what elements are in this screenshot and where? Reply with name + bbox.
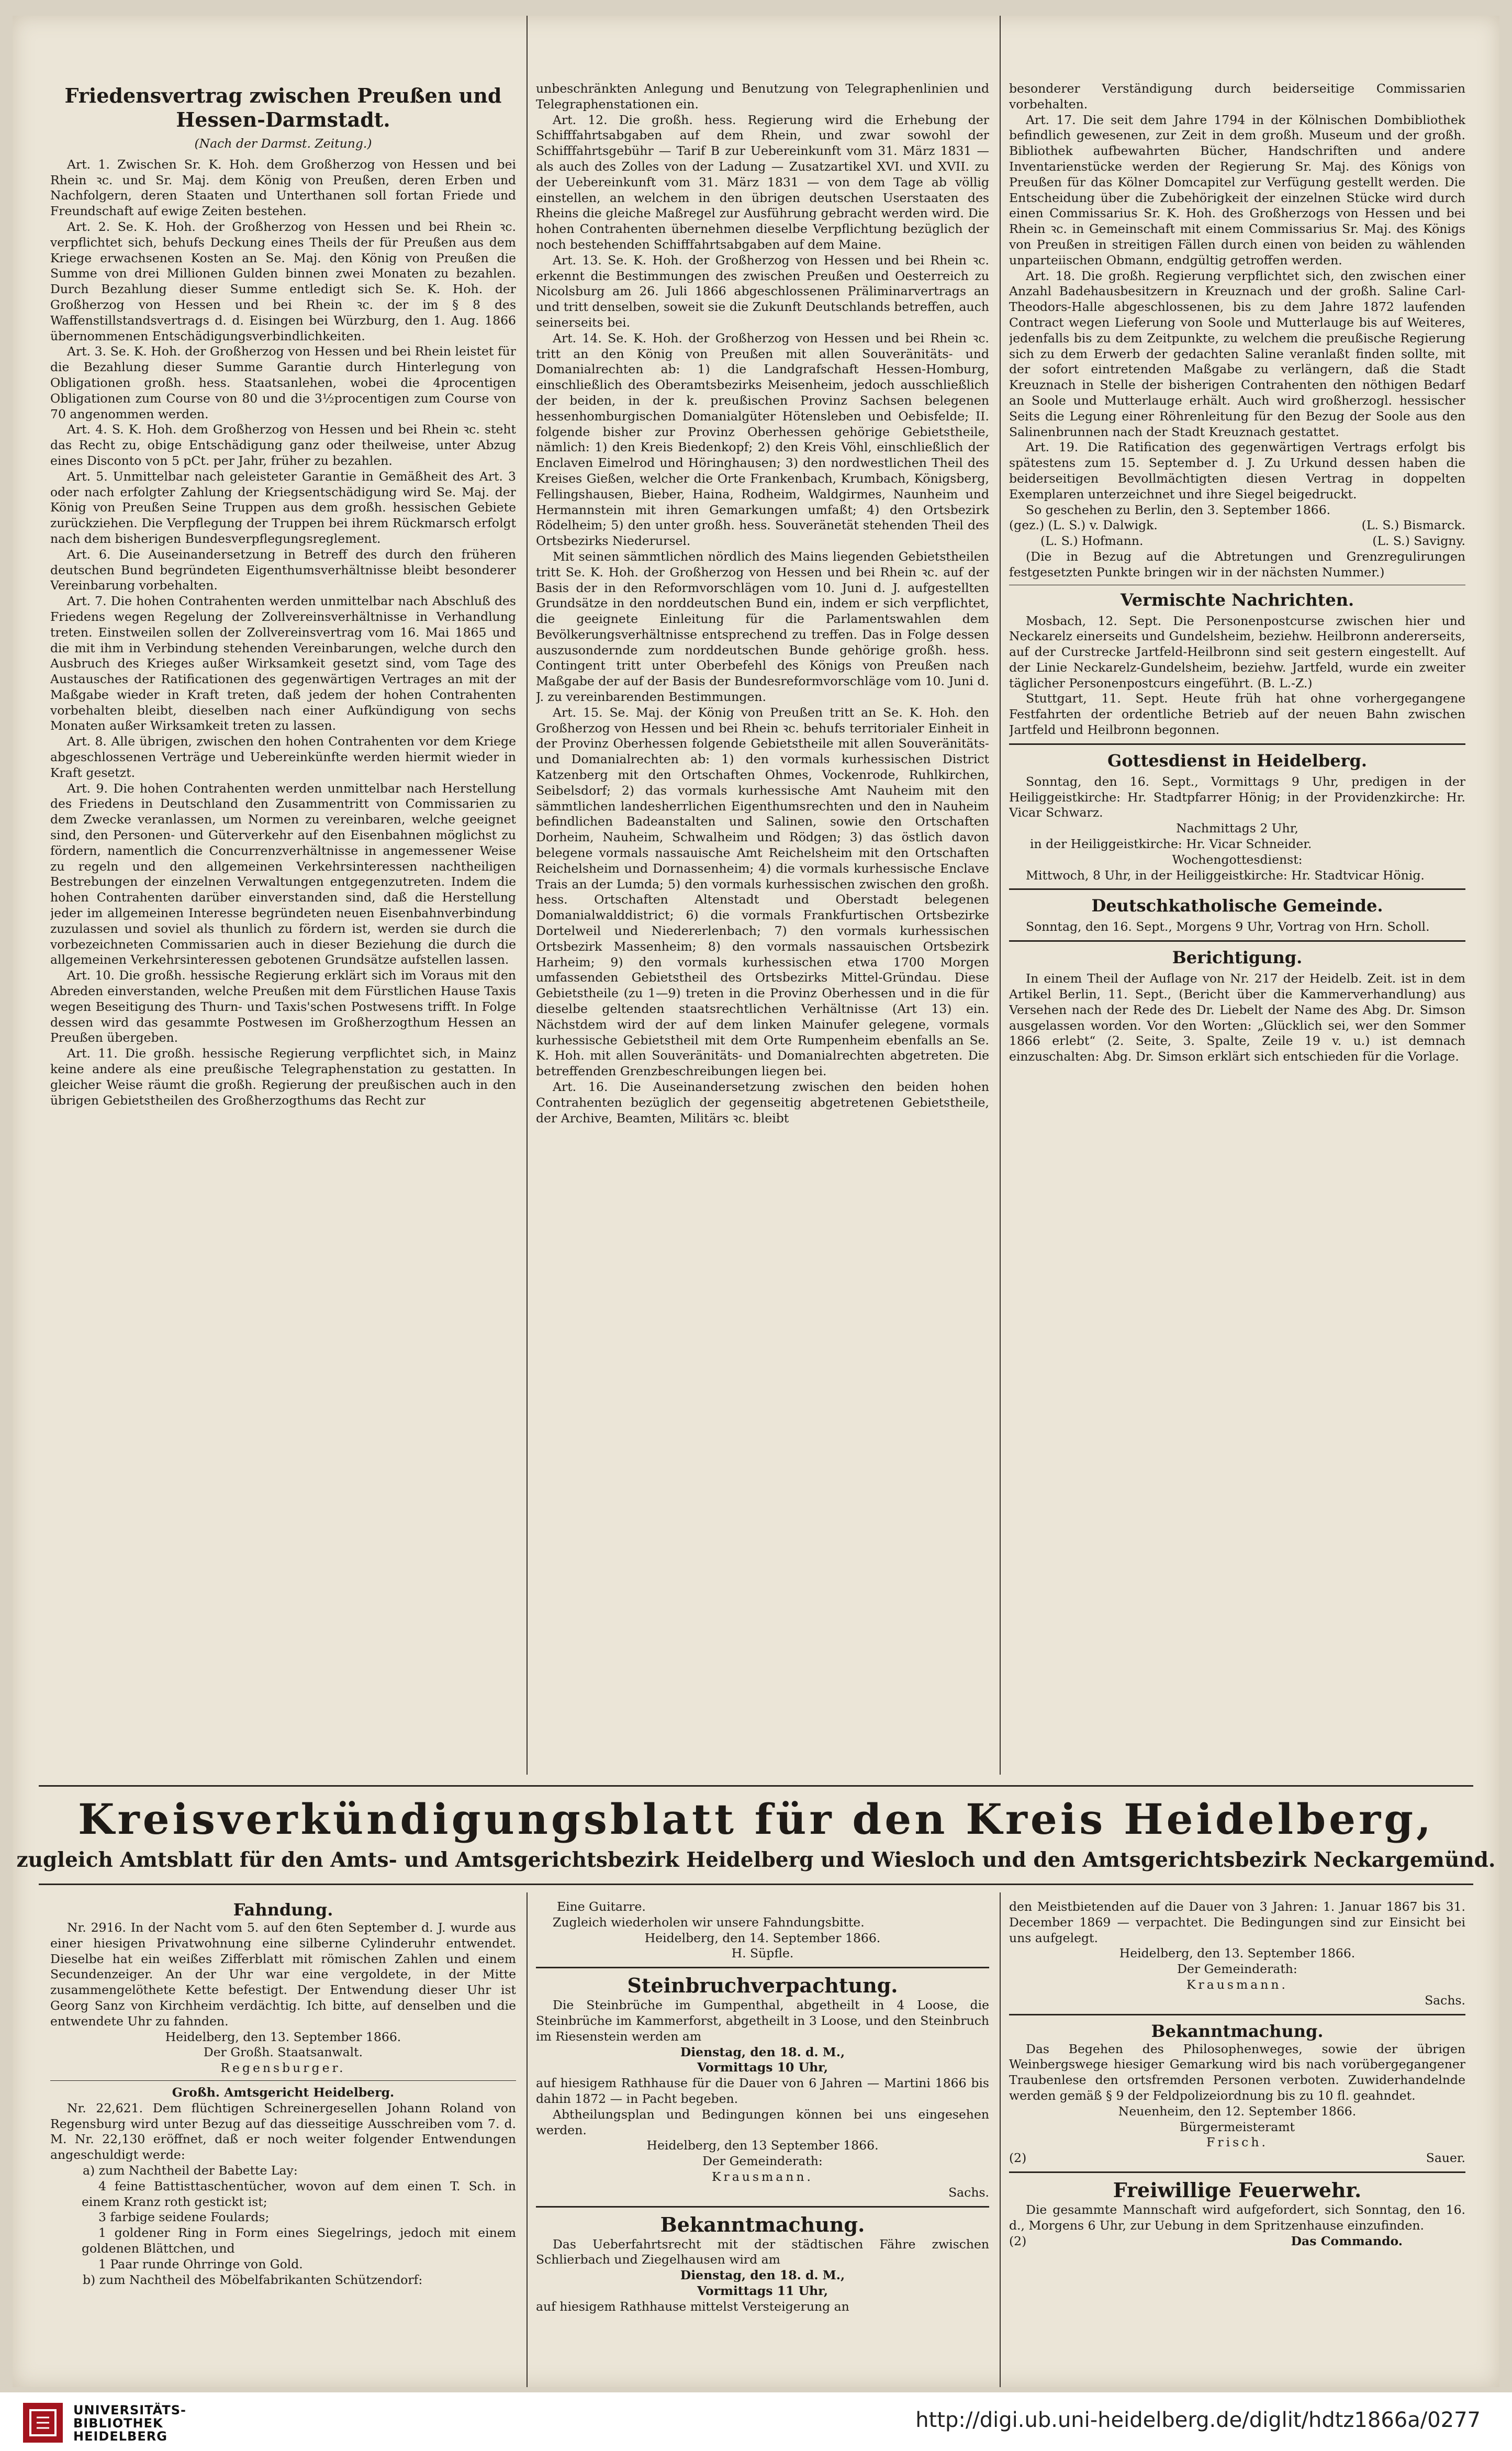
paragraph: So geschehen zu Berlin, den 3. September 1866. — [1026, 502, 1331, 517]
divider — [1009, 2171, 1465, 2173]
section-title: Bekanntmachung. — [660, 2212, 865, 2236]
article-source: (Nach der Darmst. Zeitung.) — [194, 136, 372, 151]
signature: Sauer. — [1426, 2151, 1465, 2166]
column-3 — [1009, 81, 1465, 1775]
line: Wochengottesdienst: — [1172, 852, 1303, 867]
paragraph: Art. 11. Die großh. hessische Regierung verpflichtet sich, in Mainz keine andere als eine preußische Telegraphenstation zu gestatten. In gleicher Weise räumt die großh. Regierung der preußischen auch in den übrigen Gebietstheilen des Großherzogthums das Recht zur — [50, 1046, 516, 1108]
line: Nachmittags 2 Uhr, — [1176, 821, 1298, 836]
signature: Sachs. — [948, 2185, 989, 2200]
paragraph: besonderer Verständigung durch beiderseitige Commissarien vorbehalten. — [1009, 81, 1465, 112]
signature: (L. S.) Hofmann. — [1040, 533, 1144, 549]
paragraph: Das Ueberfahrtsrecht mit der städtischen Fähre zwischen Schlierbach und Ziegelhausen wird am — [536, 2236, 989, 2267]
banner-rule-bottom — [39, 1884, 1473, 1885]
signature: (L. S.) Savigny. — [1372, 533, 1465, 549]
office: Bürgermeisteramt — [1180, 2119, 1295, 2134]
paragraph: Art. 3. Se. K. Hoh. der Großherzog von Hessen und bei Rhein leistet für die Bezahlung dieser Summe Garantie durch Hinterlegung von Obligationen großh. hess. Staatsanlehen, wobei die 4procentigen Obligationen zum Course von 80 und die 3½procentigen zum Course von 70 angenommen werden. — [50, 344, 516, 421]
paragraph: Abtheilungsplan und Bedingungen können bei uns eingesehen werden. — [536, 2107, 989, 2137]
signature: H. Süpfle. — [731, 1946, 794, 1961]
divider — [536, 2206, 989, 2208]
time: Vormittags 10 Uhr, — [697, 2060, 828, 2075]
paragraph: Art. 4. S. K. Hoh. dem Großherzog von Hessen und bei Rhein ꝛc. steht das Recht zu, obige Entschädigung ganz oder theilweise, unter Abzug eines Disconto von 5 pCt. per Jahr, früher zu bezahlen. — [50, 422, 516, 468]
section-title: Vermischte Nachrichten. — [1120, 589, 1354, 610]
banner-subtitle: zugleich Amtsblatt für den Amts- und Amtsgerichtsbezirk Heidelberg und Wiesloch und den Amtsgerichtsbezirk Neckargemünd. — [16, 1848, 1496, 1872]
paragraph: Art. 1. Zwischen Sr. K. Hoh. dem Großherzog von Hessen und bei Rhein ꝛc. und Sr. Maj. dem König von Preußen, deren Erben und Nachfolgern, deren Staaten und Unterthanen soll fortan Friede und Freundschaft auf ewige Zeiten bestehen. — [50, 157, 516, 219]
line: in der Heiliggeistkirche: Hr. Vicar Schneider. — [1030, 837, 1312, 852]
ad-number: (2) — [1009, 2233, 1027, 2248]
section-title: Gottesdienst in Heidelberg. — [1107, 750, 1367, 771]
section-title: Großh. Amtsgericht Heidelberg. — [172, 2085, 395, 2100]
divider — [536, 1967, 989, 1968]
list-item: b) zum Nachtheil des Möbelfabrikanten Schützendorf: — [83, 2272, 423, 2287]
paragraph: Nr. 22,621. Dem flüchtigen Schreinergesellen Johann Roland von Regensburg wird unter Bezug auf das diesseitige Ausschreiben vom 7. d. M. Nr. 22,130 eröffnet, daß er noch weiter folgender Entwendungen angeschuldigt werde: — [50, 2100, 516, 2163]
place-date: Heidelberg, den 13. September 1866. — [1119, 1946, 1356, 1961]
paragraph: Mosbach, 12. Sept. Die Personenpostcurse zwischen hier und Neckarelz einerseits und Gundelsheim, beziehw. Heilbronn andererseits, auf der Curstrecke Jartfeld-Heilbronn sind seit gestern eingestellt. Auf der Linie Neckarelz-Gundelsheim, beziehw. Jartfeld, wurde ein zweiter täglicher Personenpostcurs eingeführt. (B. L.-Z.) — [1009, 613, 1465, 690]
library-name-line: UNIVERSITÄTS- — [73, 2403, 187, 2417]
divider — [50, 2080, 516, 2081]
newspaper-page — [13, 16, 1499, 2387]
place-date: Heidelberg, den 14. September 1866. — [644, 1930, 881, 1945]
banner-rule-top — [39, 1785, 1473, 1787]
paragraph: Art. 14. Se. K. Hoh. der Großherzog von Hessen und bei Rhein ꝛc. tritt an den König von Preußen mit allen Souveränitäts- und Domanialrechten ab: 1) die Landgrafschaft Hessen-Homburg, einschließlich des Oberamtsbezirks Meisenheim, jedoch ausschließlich der beiden, in der k. preußischen Provinz Sachsen belegenen hessenhomburgischen Domanialgüter Hötensleben und Oebisfelde; II. folgende bisher zur Provinz Oberhessen gehörige Gebietstheile, nämlich: 1) den Kreis Biedenkopf; 2) den Kreis Vöhl, einschließlich der Enclaven Eimelrod und Höringhausen; 3) den nordwestlichen Theil des Kreises Gießen, welcher die Orte Frankenbach, Krumbach, Königsberg, Fellingshausen, Bieber, Haina, Rodheim, Waldgirmes, Naunheim und Hermannstein mit ihren Gemarkungen umfaßt; 4) den Ortsbezirk Rödelheim; 5) den unter großh. hess. Souveränetät stehenden Theil des Ortsbezirks Niederursel. — [536, 330, 989, 549]
column-1 — [50, 84, 516, 1775]
signature-line — [1009, 2151, 1465, 2166]
column-divider — [1000, 16, 1001, 1775]
bottom-column-2 — [536, 1899, 989, 2386]
library-name-line: BIBLIOTHEK — [73, 2416, 163, 2431]
signature-line — [1009, 533, 1465, 549]
paragraph: Art. 5. Unmittelbar nach geleisteter Garantie in Gemäßheit des Art. 3 oder nach erfolgter Zahlung der Kriegsentschädigung wird Se. Maj. der König von Preußen Seine Truppen aus dem großh. hessischen Gebiete zurückziehen. Die Verpflegung der Truppen bei ihrem Rückmarsch erfolgt nach dem bisherigen Bundesverpflegungsreglement. — [50, 469, 516, 546]
paragraph: Art. 18. Die großh. Regierung verpflichtet sich, den zwischen einer Anzahl Badehausbesitzern in Kreuznach und der großh. Saline Carl-Theodors-Halle abgeschlossenen, bis zu dem Jahre 1872 laufenden Contract wegen Lieferung von Soole und Mutterlauge bis auf Weiteres, jedenfalls bis zu dem Zeitpunkte, zu welchem die preußische Regierung sich zu dem Erwerb der gedachten Saline veranlaßt finden sollte, mit der sofort eintretenden Maßgabe zu verlängern, daß die Stadt Kreuznach in Stelle der bisherigen Contrahenten den nöthigen Bedarf an Soole und Mutterlauge erhält. Auch wird großherzogl. hessischer Seits die Legung einer Röhrenleitung für den Bezug der Soole aus den Salinenbrunnen nach der Stadt Kreuznach gestattet. — [1009, 268, 1465, 439]
divider — [1009, 2014, 1465, 2015]
place-date: Heidelberg, den 13 September 1866. — [646, 2138, 879, 2153]
paragraph: Art. 16. Die Auseinandersetzung zwischen den beiden hohen Contrahenten bezüglich der gegenseitig abgetretenen Gebietstheile, der Archive, Beamten, Militärs ꝛc. bleibt — [536, 1079, 989, 1126]
place-date: Heidelberg, den 13. September 1866. — [165, 2029, 401, 2044]
paragraph: den Meistbietenden auf die Dauer von 3 Jahren: 1. Januar 1867 bis 31. December 1869 — verpachtet. Die Bedingungen sind zur Einsicht bei uns aufgelegt. — [1009, 1899, 1465, 1945]
section-title: Freiwillige Feuerwehr. — [1113, 2178, 1362, 2202]
paragraph: Art. 6. Die Auseinandersetzung in Betreff des durch den früheren deutschen Bund begründeten Eigenthumsverhältnisse bleibt besonderer Vereinbarung vorbehalten. — [50, 547, 516, 593]
paragraph: Das Begehen des Philosophenweges, sowie der übrigen Weinbergswege hiesiger Gemarkung wird bis nach vorübergegangener Traubenlese den ortsfremden Personen verboten. Zuwiderhandelnde werden gemäß § 9 der Feldpolizeiordnung bis zu 10 fl. geahndet. — [1009, 2041, 1465, 2103]
library-name-line: HEIDELBERG — [73, 2429, 167, 2444]
section-title: Fahndung. — [233, 1900, 333, 1920]
signature: Frisch. — [1206, 2135, 1268, 2150]
paragraph: Art. 2. Se. K. Hoh. der Großherzog von Hessen und bei Rhein ꝛc. verpflichtet sich, behufs Deckung eines Theils der für Preußen aus dem Kriege erwachsenen Kosten an Se. Maj. den König von Preußen die Summe von drei Millionen Gulden binnen zwei Monaten zu bezahlen. Durch Bezahlung dieser Summe entledigt sich Se. K. Hoh. der Großherzog von Hessen und bei Rhein ꝛc. der im § 8 des Waffenstillstandsvertrags d. d. Eisingen bei Würzburg, den 1. Aug. 1866 übernommenen Entschädigungsverbindlichkeiten. — [50, 219, 516, 343]
paragraph: Sonntag, den 16. Sept., Vormittags 9 Uhr, predigen in der Heiliggeistkirche: Hr. Stadtpfarrer Hönig; in der Providenzkirche: Hr. Vicar Schwarz. — [1009, 774, 1465, 820]
paragraph: auf hiesigem Rathhause mittelst Versteigerung an — [536, 2299, 849, 2314]
banner-title: Kreisverkündigungsblatt für den Kreis Heidelberg, — [78, 1795, 1434, 1844]
signature: Das Commando. — [1291, 2233, 1403, 2248]
signature: (gez.) (L. S.) v. Dalwigk. — [1009, 518, 1158, 533]
bottom-column-1 — [50, 1899, 516, 2386]
divider — [1009, 888, 1465, 890]
signature: (L. S.) Bismarck. — [1361, 518, 1465, 533]
paragraph: Nr. 2916. In der Nacht vom 5. auf den 6ten September d. J. wurde aus einer hiesigen Privatwohnung eine silberne Cylinderuhr entwendet. Dieselbe hat ein weißes Zifferblatt mit römischen Zahlen und einem Secundenzeiger. An der Uhr war eine vergoldete, in der Mitte zusammengelöthete Kette befestigt. Der Entwendung dieser Uhr ist Georg Sanz von Kirchheim verdächtig. Ich bitte, auf denselben und die entwendete Uhr zu fahnden. — [50, 1920, 516, 2029]
paragraph: auf hiesigem Rathhause für die Dauer von 6 Jahren — Martini 1866 bis dahin 1872 — in Pacht begeben. — [536, 2076, 989, 2106]
library-name — [73, 2404, 186, 2443]
place-date: Neuenheim, den 12. September 1866. — [1118, 2103, 1357, 2119]
list-item: 4 feine Battisttaschentücher, wovon auf dem einen T. Sch. in einem Kranz roth gestickt ist; — [82, 2178, 516, 2209]
column-divider — [527, 16, 528, 1775]
column-2 — [536, 81, 989, 1775]
paragraph: Art. 9. Die hohen Contrahenten werden unmittelbar nach Herstellung des Friedens in Deutschland den Zusammentritt von Commissarien zu dem Zwecke veranlassen, um Normen zu vereinbaren, welche geeignet sind, den Personen- und Güterverkehr auf den Eisenbahnen möglichst zu fördern, namentlich die Concurrenzverhältnisse in angemessener Weise zu regeln und den allgemeinen Verkehrsinteressen nachtheiligen Bestrebungen der einzelnen Verwaltungen entgegenzutreten. Indem die hohen Contrahenten darüber einverstanden sind, daß die Herstellung jeder im allgemeinen Interesse begründeten neuen Eisenbahnverbindung zuzulassen und soviel als thunlich zu fördern ist, werden sie durch die vorbezeichneten Commissarien auch in dieser Beziehung die durch die allgemeinen Verkehrsinteressen gebotenen Grundsätze aufstellen lassen. — [50, 781, 516, 967]
divider — [1009, 940, 1465, 942]
paragraph: Art. 13. Se. K. Hoh. der Großherzog von Hessen und bei Rhein ꝛc. erkennt die Bestimmungen des zwischen Preußen und Oesterreich zu Nicolsburg am 26. Juli 1866 abgeschlossenen Präliminarvertrags an und tritt denselben, soweit sie die Zukunft Deutschlands betreffen, auch seinerseits bei. — [536, 252, 989, 330]
paragraph: Die gesammte Mannschaft wird aufgefordert, sich Sonntag, den 16. d., Morgens 6 Uhr, zur Uebung in dem Spritzenhause einzufinden. — [1009, 2202, 1465, 2233]
paragraph: Die Steinbrüche im Gumpenthal, abgetheilt in 4 Loose, die Steinbrüche im Kammerforst, abgetheilt in 3 Loose, und den Steinbruch im Riesenstein werden am — [536, 1998, 989, 2044]
office: Der Gemeinderath: — [702, 2154, 823, 2169]
paragraph: Mittwoch, 8 Uhr, in der Heiliggeistkirche: Hr. Stadtvicar Hönig. — [1026, 867, 1425, 883]
note: (Die in Bezug auf die Abtretungen und Grenzregulirungen festgesetzten Punkte bringen wir in der nächsten Nummer.) — [1009, 549, 1465, 580]
column-divider — [1000, 1892, 1001, 2387]
paragraph: Art. 8. Alle übrigen, zwischen den hohen Contrahenten vor dem Kriege abgeschlossenen Verträge und Uebereinkünfte werden hiermit wieder in Kraft gesetzt. — [50, 734, 516, 780]
paragraph: In einem Theil der Auflage von Nr. 217 der Heidelb. Zeit. ist in dem Artikel Berlin, 11. Sept., (Bericht über die Kammerverhandlung) aus Versehen nach der Rede des Dr. Liebelt der Name des Abg. Dr. Simson ausgelassen worden. Vor den Worten: „Glücklich sei, wer den Sommer 1866 erlebt“ (2. Seite, 3. Spalte, Zeile 19 v. u.) ist demnach einzuschalten: Abg. Dr. Simson erklärt sich entschieden für die Vorlage. — [1009, 971, 1465, 1064]
permalink-url[interactable]: http://digi.ub.uni-heidelberg.de/diglit/hdtz1866a/0277 — [915, 2408, 1481, 2432]
footer-bar — [0, 2392, 1512, 2451]
section-title: Steinbruchverpachtung. — [627, 1974, 898, 1998]
time: Vormittags 11 Uhr, — [697, 2283, 828, 2298]
section-title: Berichtigung. — [1172, 948, 1303, 968]
list-item: a) zum Nachtheil der Babette Lay: — [83, 2163, 298, 2178]
signature-line — [1009, 518, 1465, 533]
paragraph: Art. 12. Die großh. hess. Regierung wird die Erhebung der Schifffahrtsabgaben auf dem Rhein, und zwar sowohl der Schifffahrtsgebühr — Tarif B zur Uebereinkunft vom 31. März 1831 — als auch des Zolles von der Ladung — Zusatzartikel XVI. und XVII. zu der Uebereinkunft vom 31. März 1831 — von dem Tage ab völlig einstellen, an welchem in den übrigen deutschen Userstaaten des Rheins die gleiche Maßregel zur Ausführung gebracht werden wird. Die hohen Contrahenten übernehmen dieselbe Verpflichtung bezüglich der noch bestehenden Schifffahrtsabgaben auf dem Maine. — [536, 112, 989, 252]
line: Zugleich wiederholen wir unsere Fahndungsbitte. — [553, 1914, 865, 1930]
article-title: Friedensvertrag zwischen Preußen und Hessen-Darmstadt. — [64, 84, 502, 131]
section-title: Bekanntmachung. — [1151, 2021, 1324, 2041]
section-title: Deutschkatholische Gemeinde. — [1091, 896, 1383, 916]
paragraph: Stuttgart, 11. Sept. Heute früh hat ohne vorhergegangene Festfahrten der ordentliche Betrieb auf der neuen Bahn zwischen Jartfeld und Heilbronn begonnen. — [1009, 691, 1465, 738]
paragraph: Art. 15. Se. Maj. der König von Preußen tritt an Se. K. Hoh. den Großherzog von Hessen und bei Rhein ꝛc. behufs territorialer Einheit in der Provinz Oberhessen folgende Gebietstheile mit allen Souveränitäts- und Domanialrechten ab: 1) den vormals kurhessischen District Katzenberg mit den Ortschaften Ohmes, Vockenrode, Ruhlkirchen, Seibelsdorf; 2) das vormals kurhessische Amt Nauheim mit den sämmtlichen landesherrlichen Eigenthumsrechten und den in Nauheim befindlichen Badeanstalten und Salinen, sowie den Ortschaften Dorheim, Nauheim, Schwalheim und Rödgen; 3) das östlich davon belegene vormals nassauische Amt Reichelsheim mit den Ortschaften Reichelsheim und Dornassenheim; 4) die vormals kurhessische Enclave Trais an der Lumda; 5) den vormals kurhessischen zwischen den großh. hess. Ortschaften Altenstadt und Oberstadt belegenen Domanialwalddistrict; 6) die vormals Frankfurtischen Ortsbezirke Dortelweil und Niedererlenbach; 7) den vormals kurhessischen Ortsbezirk Massenheim; 8) den vormals nassauischen Ortsbezirk Harheim; 9) den vormals kurhessischen etwa 1700 Morgen umfassenden Gebietstheil des Ortsbezirks Mittel-Gründau. Diese Gebietstheile (zu 1—9) treten in die Provinz Oberhessen und in die für dieselbe geltenden staatsrechtlichen Verhältnisse (Art 13) ein. Nächstdem wird der auf dem linken Mainufer gelegene, vormals kurhessische Gebietstheil mit dem Orte Rumpenheim ebenfalls an Se. K. Hoh. mit allen Souveränitäts- und Domanialrechten abgetreten. Die betreffenden Grenzbeschreibungen liegen bei. — [536, 705, 989, 1079]
office: Der Gemeinderath: — [1177, 1962, 1297, 1977]
signature-line — [1009, 2234, 1465, 2249]
signature: Regensburger. — [220, 2060, 346, 2076]
list-item: 1 Paar runde Ohrringe von Gold. — [98, 2256, 303, 2271]
list-item: 3 farbige seidene Foulards; — [98, 2210, 270, 2225]
paragraph: Art. 19. Die Ratification des gegenwärtigen Vertrags erfolgt bis spätestens zum 15. September d. J. Zu Urkund dessen haben die beiderseitigen Bevollmächtigten diesen Vertrag in doppelten Exemplaren unterzeichnet und ihre Siegel beigedruckt. — [1009, 440, 1465, 502]
date: Dienstag, den 18. d. M., — [680, 2044, 845, 2059]
office: Der Großh. Staatsanwalt. — [203, 2045, 363, 2060]
list-item: 1 goldener Ring in Form eines Siegelrings, jedoch mit einem goldenen Blättchen, und — [82, 2225, 516, 2256]
paragraph: unbeschränkten Anlegung und Benutzung von Telegraphenlinien und Telegraphenstationen ein. — [536, 81, 989, 112]
paragraph: Art. 10. Die großh. hessische Regierung erklärt sich im Voraus mit den Abreden einverstanden, welche Preußen mit dem Fürstlichen Hause Taxis wegen Beseitigung des Thurn- und Taxis'schen Postwesens trifft. In Folge dessen wird das gesammte Postwesen im Großherzogthum Hessen an Preußen übergeben. — [50, 968, 516, 1045]
bottom-column-3 — [1009, 1899, 1465, 2386]
paragraph: Art. 17. Die seit dem Jahre 1794 in der Kölnischen Dombibliothek befindlich gewesenen, zur Zeit in dem großh. Museum und der großh. Bibliothek aufbewahrten Bücher, Handschriften und andere Inventarienstücke werden der Regierung Sr. Maj. des Königs von Preußen für das Kölner Domcapitel zur Verfügung gestellt werden. Die Entscheidung über die Zubehörigkeit der einzelnen Stücke wird durch einen Commissarius Sr. K. Hoh. des Großherzogs von Hessen und bei Rhein ꝛc. in Gemeinschaft mit einem Commissarius Sr. Maj. des Königs von Preußen in streitigen Fällen durch einen von beiden zu wählenden unparteiischen Obmann, endgültig getroffen werden. — [1009, 112, 1465, 268]
university-seal-icon — [22, 2402, 64, 2444]
date: Dienstag, den 18. d. M., — [680, 2268, 845, 2283]
paragraph: Sonntag, den 16. Sept., Morgens 9 Uhr, Vortrag von Hrn. Scholl. — [1026, 919, 1430, 934]
signature: Krausmann. — [711, 2169, 814, 2184]
column-divider — [527, 1892, 528, 2387]
signature: Krausmann. — [1186, 1977, 1289, 1992]
divider — [1009, 743, 1465, 745]
signature: Sachs. — [1425, 1992, 1465, 2008]
ad-number: (2) — [1009, 2151, 1027, 2166]
line: Eine Guitarre. — [557, 1899, 646, 1914]
paragraph: Art. 7. Die hohen Contrahenten werden unmittelbar nach Abschluß des Friedens wegen Regelung der Zollvereinsverhältnisse in Verhandlung treten. Einstweilen sollen der Zollvereinsvertrag vom 16. Mai 1865 und die mit ihm in Verbindung stehenden Vereinbarungen, welche durch den Ausbruch des Krieges außer Wirksamkeit gesetzt sind, vom Tage des Austausches der Ratificationen des gegenwärtigen Vertrages an mit der Maßgabe wieder in Kraft treten, daß jedem der hohen Contrahenten vorbehalten bleibt, dieselben nach einer Aufkündigung von sechs Monaten außer Wirksamkeit treten zu lassen. — [50, 594, 516, 733]
paragraph: Mit seinen sämmtlichen nördlich des Mains liegenden Gebietstheilen tritt Se. K. Hoh. der Großherzog von Hessen und bei Rhein ꝛc. auf der Basis der in den Reformvorschlägen vom 10. Juni d. J. aufgestellten Grundsätze in den norddeutschen Bund ein, indem er sich verpflichtet, die geeignete Einleitung für die Parlamentswahlen dem Bevölkerungsverhältnisse entsprechend zu treffen. Das in Folge dessen auszusondernde zum norddeutschen Bunde gehörige großh. hess. Contingent tritt unter Oberbefehl des Königs von Preußen nach Maßgabe der auf der Basis der Bundesreformvorschläge vom 10. Juni d. J. zu vereinbarenden Bestimmungen. — [536, 549, 989, 705]
